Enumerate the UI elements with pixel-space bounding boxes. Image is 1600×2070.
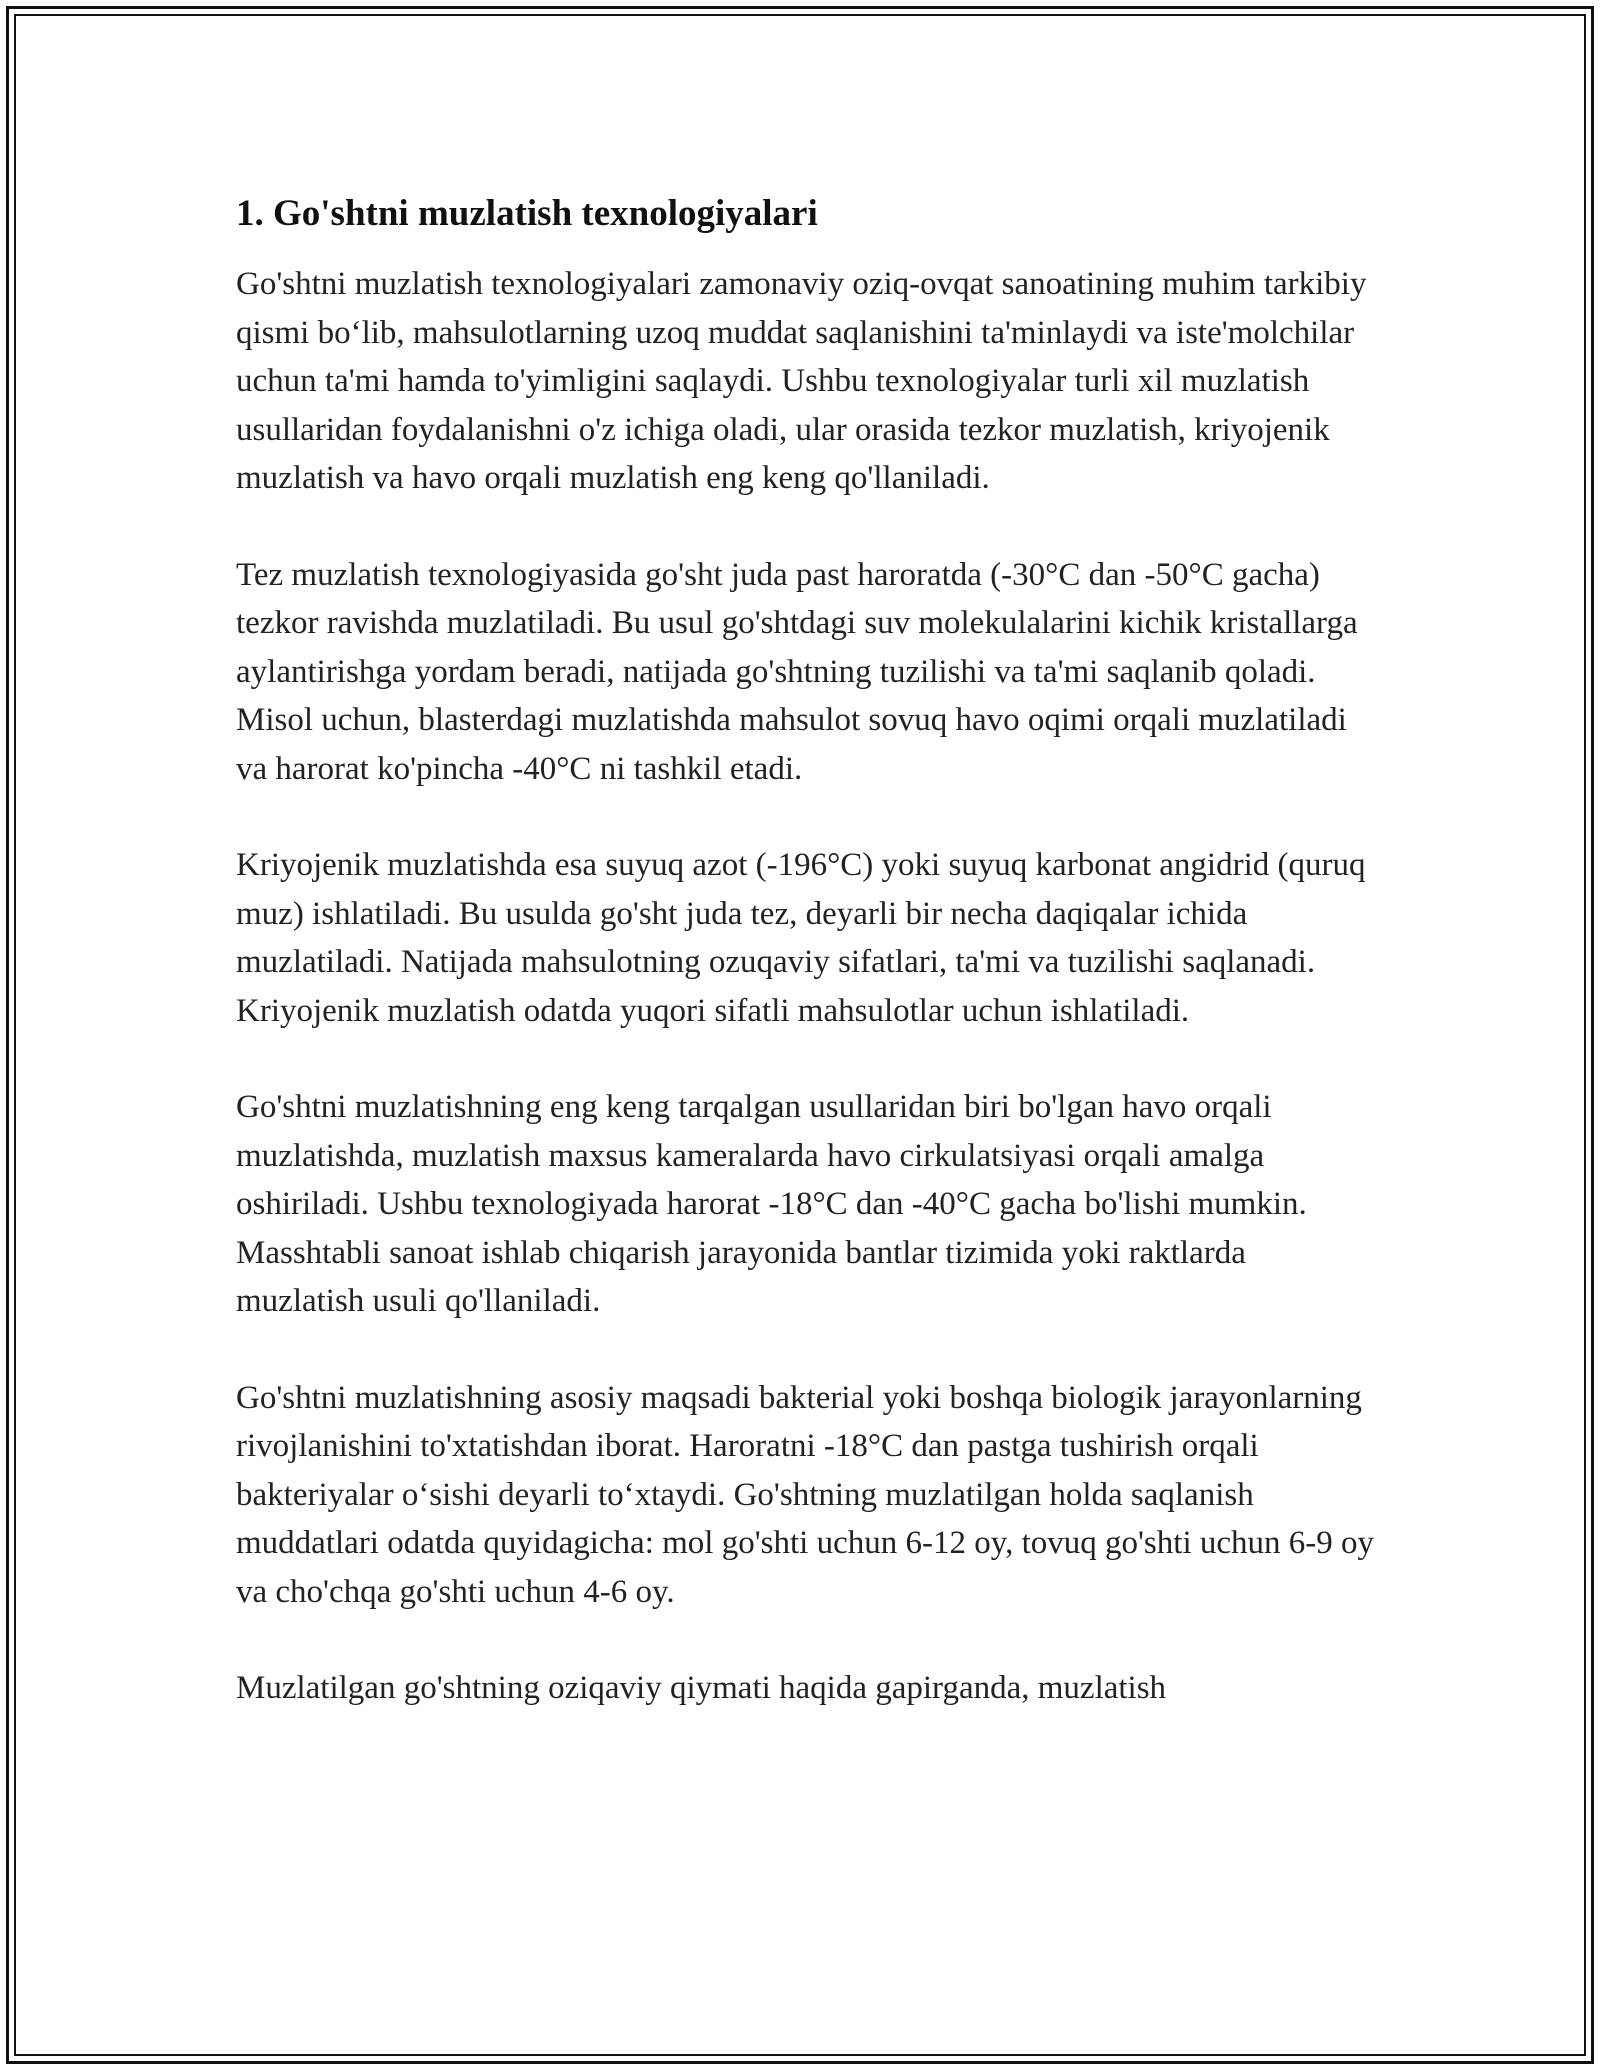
paragraph-6: Muzlatilgan go'shtning oziqaviy qiymati haqida gapirganda, muzlatish [236,1670,1167,1706]
document-body [236,186,1376,1761]
paragraph-2: Tez muzlatish texnologiyasida go'sht juda past haroratda (-30°C dan -50°C gacha) tezkor ravishda muzlatiladi. Bu usul go'shtdagi suv molekulalarini kichik kristallarga aylantirishga yordam beradi, natijada go'shtning tuzilishi va ta'mi saqlanib qoladi. Misol uchun, blasterdagi muzlatishda mahsulot sovuq havo oqimi orqali muzlatiladi va harorat ko'pincha -40°C ni tashkil etadi. [236,556,1358,787]
paragraph-5: Go'shtni muzlatishning asosiy maqsadi bakterial yoki boshqa biologik jarayonlarning rivojlanishini to'xtatishdan iborat. Haroratni -18°C dan pastga tushirish orqali bakteriyalar o‘sishi deyarli to‘xtaydi. Go'shtning muzlatilgan holda saqlanish muddatlari odatda quyidagicha: mol go'shti uchun 6-12 oy, tovuq go'shti uchun 6-9 oy va cho'chqa go'shti uchun 4-6 oy. [236,1379,1375,1610]
paragraph-1: Go'shtni muzlatish texnologiyalari zamonaviy oziq-ovqat sanoatining muhim tarkibiy qismi bo‘lib, mahsulotlarning uzoq muddat saqlanishini ta'minlaydi va iste'molchilar uchun ta'mi hamda to'yimligini saqlaydi. Ushbu texnologiyalar turli xil muzlatish usullaridan foydalanishni o'z ichiga oladi, ular orasida tezkor muzlatish, kriyojenik muzlatish va havo orqali muzlatish eng keng qo'llaniladi. [236,266,1367,496]
paragraph-3: Kriyojenik muzlatishda esa suyuq azot (-196°C) yoki suyuq karbonat angidrid (quruq muz) ishlatiladi. Bu usulda go'sht juda tez, deyarli bir necha daqiqalar ichida muzlatiladi. Natijada mahsulotning ozuqaviy sifatlari, ta'mi va tuzilishi saqlanadi. Kriyojenik muzlatish odatda yuqori sifatli mahsulotlar uchun ishlatiladi. [236,847,1366,1029]
paragraph-4: Go'shtni muzlatishning eng keng tarqalgan usullaridan biri bo'lgan havo orqali muzlatishda, muzlatish maxsus kameralarda havo cirkulatsiyasi orqali amalga oshiriladi. Ushbu texnologiyada harorat -18°C dan -40°C gacha bo'lishi mumkin. Masshtabli sanoat ishlab chiqarish jarayonida bantlar tizimida yoki raktlarda muzlatish usuli qo'llaniladi. [236,1089,1307,1319]
section-heading: 1. Go'shtni muzlatish texnologiyalari [236,193,818,234]
